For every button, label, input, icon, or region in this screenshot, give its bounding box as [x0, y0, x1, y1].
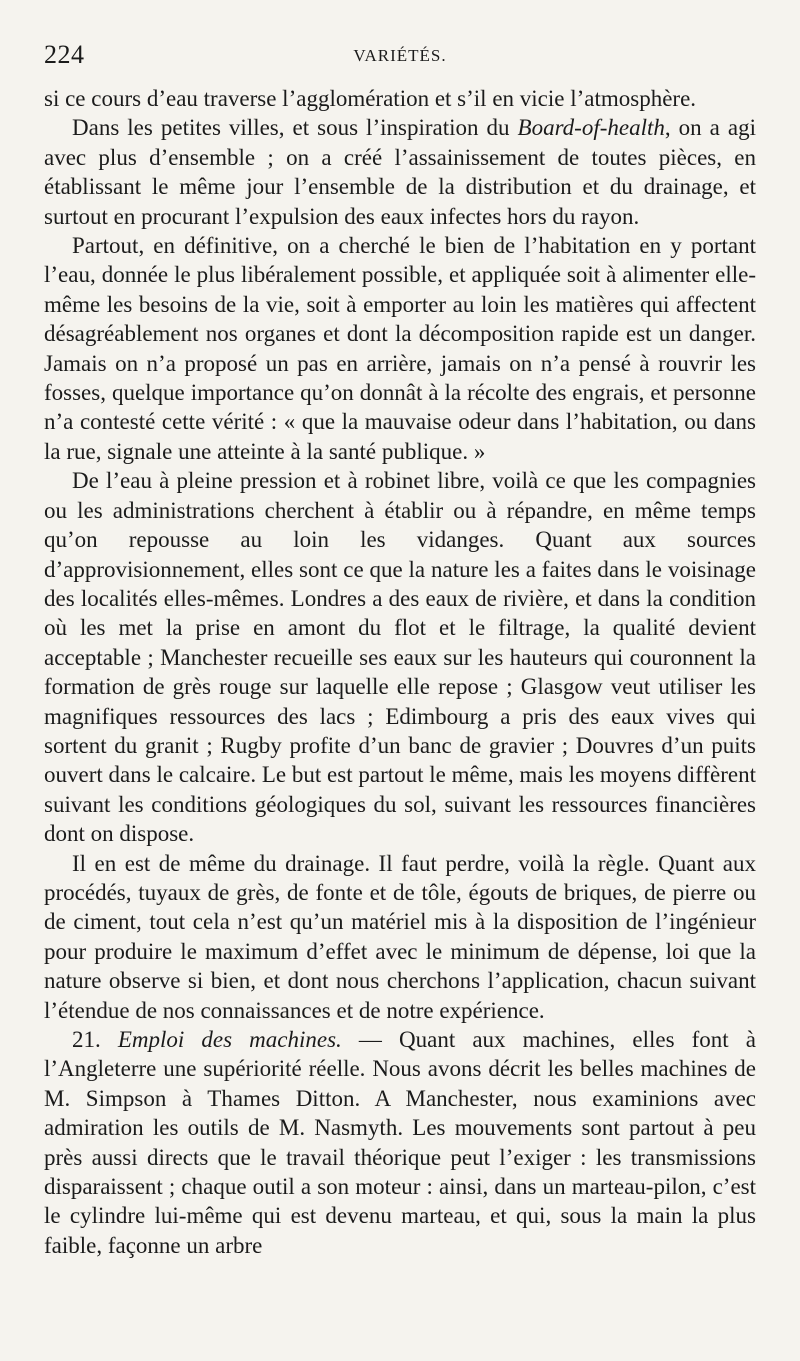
text-segment: Il en est de même du drainage. Il faut perdre, voilà la règle. Quant aux procédés, tuyaux de grès, de fonte et de tôle, égouts de briques, de pierre ou de ciment, tout cela n’est qu’un matériel mis à la disposition de l’ingénieur pour produire le maximum d’effet avec le minimum de dépense, loi que la nature observe si bien, et dont nous cherchons l’application, chacun suivant l’étendue de nos connaissances et de notre expérience.	[44, 850, 756, 1023]
text-segment: — Quant aux machines, elles font à l’Angleterre une supériorité réelle. Nous avons décrit les belles machines de M. Simpson à Thames Ditton. A Manchester, nous examinions avec admiration les outils de M. Nasmyth. Les mouvements sont partout à peu près aussi directs que le travail théorique peut l’exiger : les transmissions disparaissent ; chaque outil a son moteur : ainsi, dans un marteau-pilon, c’est le cylindre lui-même qui est devenu marteau, et qui, sous la main la plus faible, façonne un arbre	[44, 1027, 756, 1258]
section-title: VARIÉTÉS.	[353, 46, 447, 65]
italic-term: Board-of-health	[517, 115, 665, 141]
text-segment: si ce cours d’eau traverse l’agglomération et s’il en vicie l’atmosphère.	[44, 86, 697, 111]
paragraph	[44, 466, 756, 848]
paragraph	[44, 849, 756, 1025]
running-head	[44, 36, 756, 76]
paragraph	[44, 84, 756, 113]
page-number: 224	[44, 40, 85, 69]
section-number: 21.	[72, 1027, 118, 1052]
text-segment: Dans les petites villes, et sous l’inspiration du	[72, 115, 518, 141]
body-text	[44, 84, 756, 1260]
paragraph	[44, 231, 756, 466]
text-segment: Partout, en définitive, on a cherché le bien de l’habitation en y portant l’eau, donnée le plus libéralement possible, et appliquée soit à alimenter elle-même les besoins de la vie, soit à emporter au loin les matières qui affectent désagréablement nos organes et dont la décomposition rapide est un danger. Jamais on n’a proposé un pas en arrière, jamais on n’a pensé à rouvrir les fosses, quelque importance qu’on donnât à la récolte des engrais, et personne n’a contesté cette vérité : « que la mauvaise odeur dans l’habitation, ou dans la rue, signale une atteinte à la santé publique. »	[44, 233, 756, 464]
section-heading: Emploi des machines.	[117, 1027, 342, 1052]
paragraph	[44, 113, 756, 231]
text-segment: , on a agi avec plus d’ensemble ; on a créé l’assainissement de toutes pièces, en établissant le même jour l’ensemble de la distribution et du drainage, et surtout en procurant l’expulsion des eaux infectes hors du rayon.	[44, 115, 756, 229]
text-segment: De l’eau à pleine pression et à robinet libre, voilà ce que les compagnies ou les administrations cherchent à établir ou à répandre, en même temps qu’on repousse au loin les vidanges. Quant aux sources d’approvisionnement, elles sont ce que la nature les a faites dans le voisinage des localités elles-mêmes. Londres a des eaux de rivière, et dans la condition où les met la prise en amont du flot et le filtrage, la qualité devient acceptable ; Manchester recueille ses eaux sur les hauteurs qui couronnent la formation de grès rouge sur laquelle elle repose ; Glasgow veut utiliser les magnifiques ressources des lacs ; Edimbourg a pris des eaux vives qui sortent du granit ; Rugby profite d’un banc de gravier ; Douvres d’un puits ouvert dans le calcaire. Le but est partout le même, mais les moyens diffèrent suivant les conditions géologiques du sol, suivant les ressources financières dont on dispose.	[44, 468, 756, 847]
paragraph	[44, 1025, 756, 1260]
